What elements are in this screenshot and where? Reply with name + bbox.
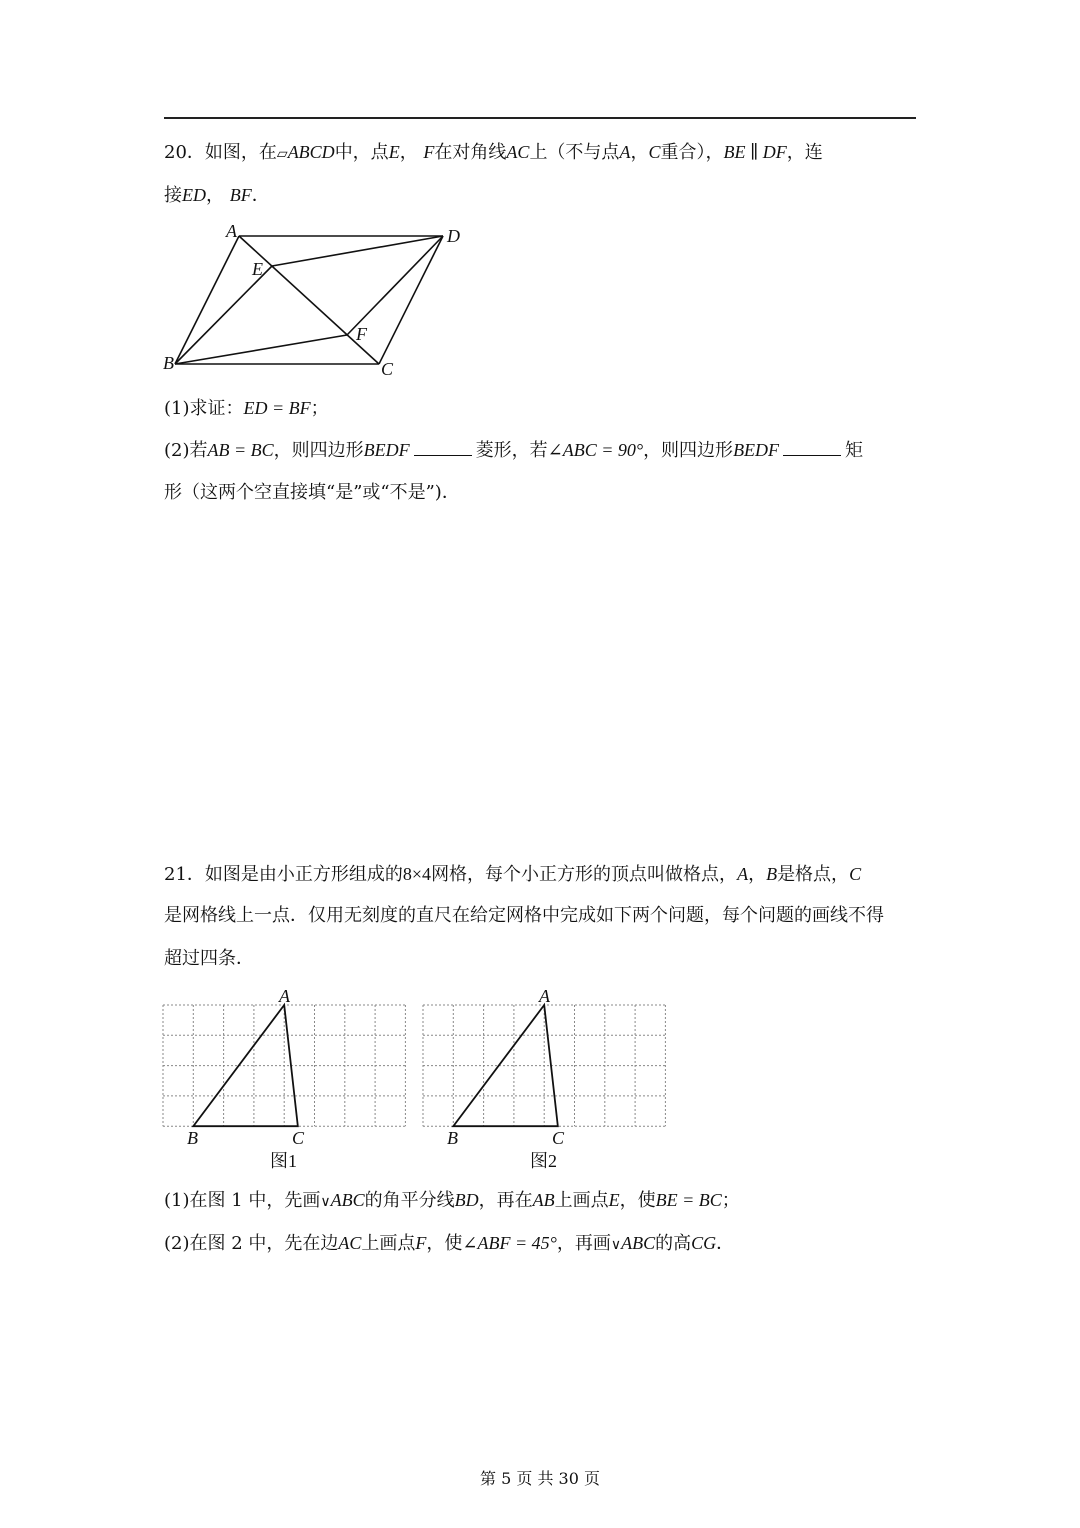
grid-figure-2: [423, 1005, 665, 1126]
page-footer: 第 5 页 共 30 页: [480, 1469, 600, 1488]
label-f: F: [356, 324, 367, 344]
fig2-label-c: C: [552, 1128, 565, 1148]
fig1-label-c: C: [292, 1128, 305, 1148]
grid-figure-1: [163, 1005, 405, 1126]
q21-stem-line2: 是网格线上一点．仅用无刻度的直尺在给定网格中完成如下两个问题，每个问题的画线不得: [164, 905, 884, 926]
label-c: C: [381, 359, 394, 379]
fig1-caption: 图1: [270, 1151, 297, 1171]
fig1-label-a: A: [279, 986, 290, 1006]
label-e: E: [252, 259, 263, 279]
q20-part2-line2: 形（这两个空直接填“是”或“不是”)．: [164, 482, 460, 503]
label-d: D: [447, 226, 460, 246]
fig1-label-b: B: [187, 1128, 198, 1148]
fig2-label-a: A: [539, 986, 550, 1006]
q20-part1: (1)求证：ED = BF；: [164, 398, 329, 419]
q21-part2: (2)在图 2 中，先在边AC上画点F，使∠ABF = 45°，再画∨ABC的高CG．: [164, 1233, 735, 1254]
fig2-label-b: B: [447, 1128, 458, 1148]
q21-stem-line1: 21．如图是由小正方形组成的8×4网格，每个小正方形的顶点叫做格点，A，B是格点，C: [164, 864, 862, 885]
q20-stem-line1: 20．如图，在▱ABCD中，点E， F在对角线AC上（不与点A，C重合），BE ∥ DF，连: [164, 142, 823, 163]
label-a: A: [226, 221, 237, 241]
q21-part1: (1)在图 1 中，先画∨ABC的角平分线BD，再在AB上画点E，使BE = BC；: [164, 1190, 740, 1211]
q20-part2-line1: (2)若AB = BC，则四边形BEDF 菱形，若∠ABC = 90°，则四边形BEDF 矩: [164, 437, 863, 464]
q21-stem-line3: 超过四条．: [164, 948, 254, 969]
label-b: B: [163, 353, 174, 373]
fig2-caption: 图2: [530, 1151, 557, 1171]
q20-stem-line2: 接ED， BF．: [164, 185, 270, 206]
